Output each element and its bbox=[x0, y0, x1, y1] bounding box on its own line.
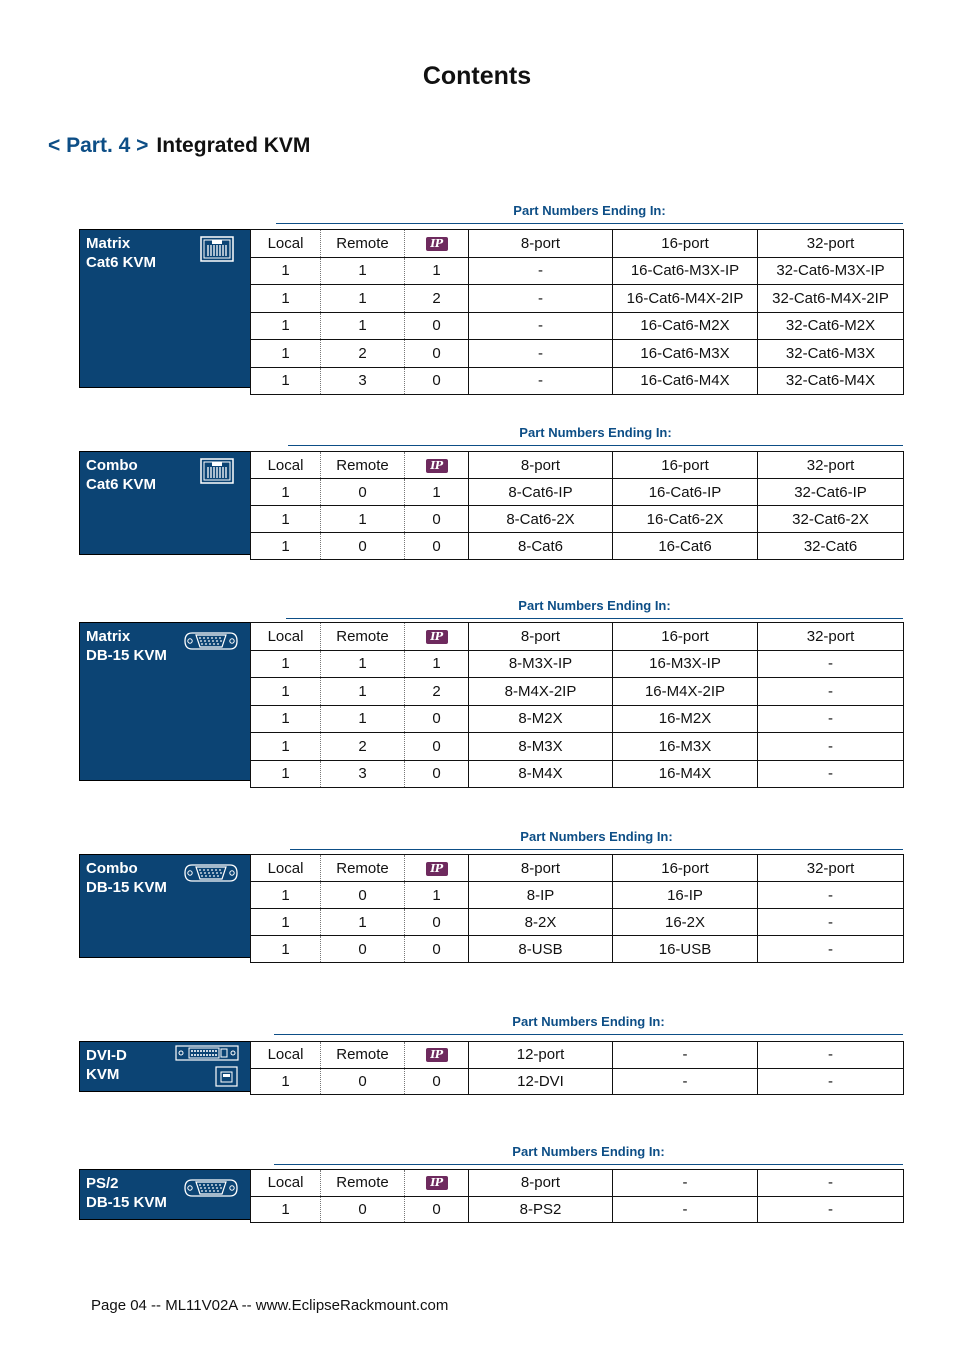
table-cell: 0 bbox=[405, 760, 469, 788]
table-row bbox=[251, 285, 904, 313]
rj45-port-icon bbox=[200, 236, 234, 267]
table-cell: - bbox=[758, 882, 904, 909]
table-row bbox=[251, 678, 904, 706]
table-header-cell: Local bbox=[251, 230, 321, 258]
table-cell: 1 bbox=[251, 705, 321, 733]
table-cell: 1 bbox=[251, 1196, 321, 1223]
table-row bbox=[251, 760, 904, 788]
table-header-cell: 8-port bbox=[469, 1170, 613, 1197]
table-header-cell: 16-port bbox=[613, 855, 758, 882]
table-cell: 1 bbox=[251, 312, 321, 340]
table-cell: 8-Cat6-2X bbox=[469, 506, 613, 533]
table-header-cell: 16-port bbox=[613, 230, 758, 258]
table-header-cell: Local bbox=[251, 623, 321, 651]
table-cell: 0 bbox=[405, 312, 469, 340]
table-cell: 16-Cat6-M3X bbox=[613, 340, 758, 368]
table-cell: 0 bbox=[405, 936, 469, 963]
table-header-cell bbox=[405, 623, 469, 651]
table-cell: - bbox=[758, 760, 904, 788]
table-cell: 8-M2X bbox=[469, 705, 613, 733]
table-cell: - bbox=[758, 1196, 904, 1223]
table-header-cell: Remote bbox=[321, 452, 405, 479]
part-number-table bbox=[250, 622, 904, 788]
table-row bbox=[251, 367, 904, 395]
table-cell: 1 bbox=[251, 936, 321, 963]
table-cell: 1 bbox=[405, 479, 469, 506]
table-header-row bbox=[251, 855, 904, 882]
table-header-cell: 8-port bbox=[469, 855, 613, 882]
kvm-category-box bbox=[79, 1041, 250, 1092]
table-cell: 1 bbox=[405, 882, 469, 909]
part-numbers-label: Part Numbers Ending In: bbox=[290, 829, 903, 850]
table-cell: 0 bbox=[321, 882, 405, 909]
table-cell: 1 bbox=[321, 650, 405, 678]
table-row bbox=[251, 533, 904, 560]
table-cell: 16-M3X bbox=[613, 733, 758, 761]
table-row bbox=[251, 650, 904, 678]
part-name: Integrated KVM bbox=[156, 134, 311, 157]
table-cell: 2 bbox=[321, 733, 405, 761]
vga-connector-icon bbox=[184, 1177, 238, 1204]
table-row bbox=[251, 733, 904, 761]
table-header-row bbox=[251, 1042, 904, 1069]
table-cell: - bbox=[758, 650, 904, 678]
table-cell: - bbox=[469, 340, 613, 368]
table-cell: 32-Cat6-M4X-2IP bbox=[758, 285, 904, 313]
table-cell: - bbox=[758, 705, 904, 733]
table-header-cell: Remote bbox=[321, 1170, 405, 1197]
kvm-category-name: Combo DB-15 KVM bbox=[86, 860, 167, 896]
table-header-cell: 16-port bbox=[613, 452, 758, 479]
kvm-category-name: Matrix DB-15 KVM bbox=[86, 628, 167, 664]
table-row bbox=[251, 909, 904, 936]
table-header-cell: 12-port bbox=[469, 1042, 613, 1069]
ip-badge-icon: IP bbox=[426, 1048, 448, 1062]
table-header-cell: 32-port bbox=[758, 230, 904, 258]
table-cell: 16-Cat6-IP bbox=[613, 479, 758, 506]
table-cell: 1 bbox=[251, 533, 321, 560]
ip-badge-icon: IP bbox=[426, 862, 448, 876]
kvm-category-box bbox=[79, 854, 250, 958]
table-cell: 16-Cat6-M4X bbox=[613, 367, 758, 395]
table-cell: 16-M2X bbox=[613, 705, 758, 733]
table-cell: 32-Cat6-2X bbox=[758, 506, 904, 533]
table-header-row bbox=[251, 452, 904, 479]
table-cell: 12-DVI bbox=[469, 1068, 613, 1095]
table-cell: 2 bbox=[405, 285, 469, 313]
table-cell: 8-USB bbox=[469, 936, 613, 963]
rj45-port-icon bbox=[200, 458, 234, 489]
table-cell: 0 bbox=[405, 733, 469, 761]
table-cell: - bbox=[469, 367, 613, 395]
table-cell: 2 bbox=[321, 340, 405, 368]
ip-badge-icon: IP bbox=[426, 630, 448, 644]
table-cell: 1 bbox=[321, 705, 405, 733]
table-cell: - bbox=[758, 936, 904, 963]
part-number-table bbox=[250, 229, 904, 395]
table-cell: 8-Cat6-IP bbox=[469, 479, 613, 506]
kvm-category-box bbox=[79, 1169, 250, 1220]
table-cell: 1 bbox=[251, 650, 321, 678]
part-numbers-label: Part Numbers Ending In: bbox=[274, 1014, 903, 1035]
table-header-cell: - bbox=[758, 1170, 904, 1197]
kvm-category-name: PS/2 DB-15 KVM bbox=[86, 1175, 167, 1211]
table-cell: 0 bbox=[321, 479, 405, 506]
table-cell: 0 bbox=[321, 1068, 405, 1095]
table-header-cell: - bbox=[613, 1170, 758, 1197]
dvi-connector-icon bbox=[175, 1044, 239, 1093]
table-cell: 0 bbox=[405, 506, 469, 533]
table-cell: 16-Cat6-M4X-2IP bbox=[613, 285, 758, 313]
table-cell: 0 bbox=[405, 705, 469, 733]
table-header-cell: 8-port bbox=[469, 230, 613, 258]
table-cell: 1 bbox=[321, 678, 405, 706]
table-row bbox=[251, 1196, 904, 1223]
vga-connector-icon bbox=[184, 862, 238, 889]
kvm-category-name: Combo Cat6 KVM bbox=[86, 457, 157, 493]
table-cell: 3 bbox=[321, 367, 405, 395]
table-cell: 32-Cat6-M3X bbox=[758, 340, 904, 368]
table-header-cell: 32-port bbox=[758, 623, 904, 651]
table-cell: - bbox=[613, 1196, 758, 1223]
part-number-table bbox=[250, 854, 904, 963]
table-cell: 16-USB bbox=[613, 936, 758, 963]
table-row bbox=[251, 257, 904, 285]
ip-badge-icon: IP bbox=[426, 237, 448, 251]
table-cell: - bbox=[758, 678, 904, 706]
table-header-cell: Local bbox=[251, 855, 321, 882]
table-cell: 1 bbox=[251, 257, 321, 285]
table-header-cell: Remote bbox=[321, 1042, 405, 1069]
table-cell: 16-Cat6-M2X bbox=[613, 312, 758, 340]
kvm-category-name: Matrix Cat6 KVM bbox=[86, 235, 157, 271]
table-row bbox=[251, 340, 904, 368]
table-header-cell: 8-port bbox=[469, 452, 613, 479]
table-cell: 8-M3X-IP bbox=[469, 650, 613, 678]
table-header-cell: 8-port bbox=[469, 623, 613, 651]
ip-badge-icon: IP bbox=[426, 459, 448, 473]
table-header-cell: Local bbox=[251, 1042, 321, 1069]
table-cell: 32-Cat6-IP bbox=[758, 479, 904, 506]
table-cell: 0 bbox=[321, 1196, 405, 1223]
table-cell: 16-M3X-IP bbox=[613, 650, 758, 678]
table-header-row bbox=[251, 230, 904, 258]
table-cell: 8-2X bbox=[469, 909, 613, 936]
table-cell: 1 bbox=[251, 733, 321, 761]
table-cell: 0 bbox=[321, 936, 405, 963]
table-header-cell: 16-port bbox=[613, 623, 758, 651]
part-number: < Part. 4 > bbox=[48, 134, 149, 157]
part-heading bbox=[48, 134, 310, 158]
table-cell: - bbox=[758, 909, 904, 936]
table-header-cell: Remote bbox=[321, 623, 405, 651]
kvm-category-box bbox=[79, 229, 250, 388]
table-header-cell bbox=[405, 1042, 469, 1069]
table-cell: 32-Cat6-M4X bbox=[758, 367, 904, 395]
part-numbers-label: Part Numbers Ending In: bbox=[286, 598, 903, 619]
part-number-table bbox=[250, 1041, 904, 1095]
table-cell: 32-Cat6 bbox=[758, 533, 904, 560]
kvm-category-box bbox=[79, 451, 250, 555]
table-cell: - bbox=[469, 285, 613, 313]
table-cell: 0 bbox=[405, 1068, 469, 1095]
ip-badge-icon: IP bbox=[426, 1176, 448, 1190]
table-cell: 1 bbox=[405, 257, 469, 285]
table-header-cell bbox=[405, 855, 469, 882]
table-cell: - bbox=[613, 1068, 758, 1095]
table-cell: 0 bbox=[321, 533, 405, 560]
table-cell: 16-M4X-2IP bbox=[613, 678, 758, 706]
table-cell: 2 bbox=[405, 678, 469, 706]
table-header-cell bbox=[405, 230, 469, 258]
table-cell: 8-M3X bbox=[469, 733, 613, 761]
part-numbers-label: Part Numbers Ending In: bbox=[288, 425, 903, 446]
table-row bbox=[251, 506, 904, 533]
table-cell: 8-M4X-2IP bbox=[469, 678, 613, 706]
table-cell: 8-Cat6 bbox=[469, 533, 613, 560]
table-cell: 32-Cat6-M3X-IP bbox=[758, 257, 904, 285]
table-cell: 1 bbox=[251, 882, 321, 909]
table-header-row bbox=[251, 1170, 904, 1197]
table-cell: 8-IP bbox=[469, 882, 613, 909]
table-header-cell: Local bbox=[251, 1170, 321, 1197]
table-cell: 3 bbox=[321, 760, 405, 788]
table-cell: 1 bbox=[321, 285, 405, 313]
table-cell: 1 bbox=[251, 909, 321, 936]
part-number-table bbox=[250, 451, 904, 560]
table-header-cell bbox=[405, 1170, 469, 1197]
table-cell: 1 bbox=[251, 760, 321, 788]
table-cell: 1 bbox=[251, 678, 321, 706]
table-cell: 1 bbox=[251, 506, 321, 533]
part-number-table bbox=[250, 1169, 904, 1223]
table-cell: 16-M4X bbox=[613, 760, 758, 788]
table-cell: 0 bbox=[405, 367, 469, 395]
table-row bbox=[251, 1068, 904, 1095]
table-cell: 1 bbox=[321, 312, 405, 340]
table-row bbox=[251, 882, 904, 909]
table-cell: 16-Cat6 bbox=[613, 533, 758, 560]
table-cell: 1 bbox=[321, 506, 405, 533]
table-cell: 1 bbox=[405, 650, 469, 678]
table-row bbox=[251, 936, 904, 963]
vga-connector-icon bbox=[184, 630, 238, 657]
table-header-cell bbox=[405, 452, 469, 479]
table-header-cell: - bbox=[613, 1042, 758, 1069]
kvm-category-name: DVI-D KVM bbox=[86, 1047, 127, 1083]
table-cell: - bbox=[758, 733, 904, 761]
table-header-cell: - bbox=[758, 1042, 904, 1069]
table-cell: 1 bbox=[251, 1068, 321, 1095]
table-cell: 16-2X bbox=[613, 909, 758, 936]
table-row bbox=[251, 705, 904, 733]
table-cell: 1 bbox=[321, 909, 405, 936]
part-numbers-label: Part Numbers Ending In: bbox=[274, 1144, 903, 1165]
table-cell: 16-Cat6-2X bbox=[613, 506, 758, 533]
table-cell: 16-Cat6-M3X-IP bbox=[613, 257, 758, 285]
table-cell: 32-Cat6-M2X bbox=[758, 312, 904, 340]
table-header-row bbox=[251, 623, 904, 651]
table-cell: 8-M4X bbox=[469, 760, 613, 788]
table-cell: 0 bbox=[405, 340, 469, 368]
table-header-cell: Local bbox=[251, 452, 321, 479]
table-cell: 8-PS2 bbox=[469, 1196, 613, 1223]
table-header-cell: Remote bbox=[321, 855, 405, 882]
table-cell: - bbox=[469, 257, 613, 285]
table-row bbox=[251, 479, 904, 506]
table-header-cell: Remote bbox=[321, 230, 405, 258]
table-header-cell: 32-port bbox=[758, 855, 904, 882]
table-cell: 1 bbox=[251, 340, 321, 368]
table-cell: 1 bbox=[251, 479, 321, 506]
table-cell: - bbox=[758, 1068, 904, 1095]
table-cell: 1 bbox=[321, 257, 405, 285]
table-row bbox=[251, 312, 904, 340]
table-cell: 0 bbox=[405, 909, 469, 936]
part-numbers-label: Part Numbers Ending In: bbox=[276, 203, 903, 224]
page-footer: Page 04 -- ML11V02A -- www.EclipseRackmount.com bbox=[91, 1297, 449, 1314]
table-cell: - bbox=[469, 312, 613, 340]
kvm-category-box bbox=[79, 622, 250, 781]
table-cell: 1 bbox=[251, 285, 321, 313]
table-cell: 1 bbox=[251, 367, 321, 395]
page-title: Contents bbox=[422, 62, 532, 90]
table-cell: 0 bbox=[405, 533, 469, 560]
table-cell: 0 bbox=[405, 1196, 469, 1223]
table-header-cell: 32-port bbox=[758, 452, 904, 479]
table-cell: 16-IP bbox=[613, 882, 758, 909]
